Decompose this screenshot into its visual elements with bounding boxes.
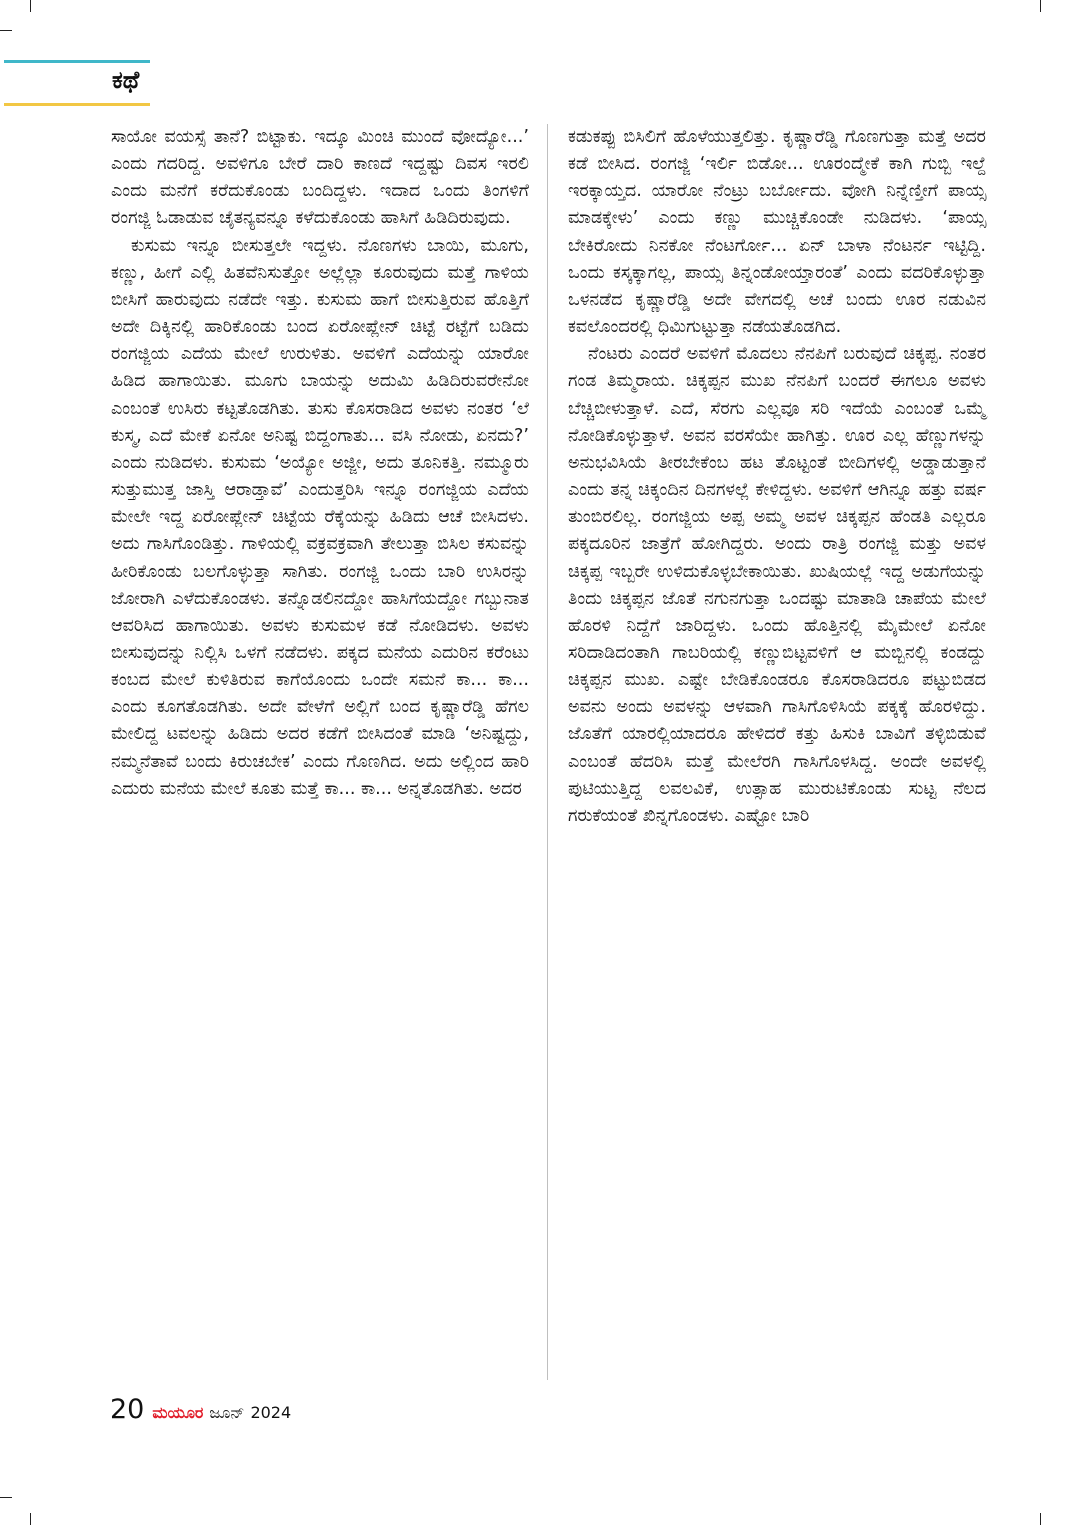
issue-year: 2024 (250, 1403, 292, 1422)
paragraph: ಕಡುಕಪ್ಪು ಬಿಸಿಲಿಗೆ ಹೊಳೆಯುತ್ತಲಿತ್ತು. ಕೃಷ್ಣಾರೆಡ್ಡಿ ಗೊಣಗುತ್ತಾ ಮತ್ತೆ ಅದರ ಕಡೆ ಬೀಸಿದ. ರಂಗಜ್ಜಿ ‘ಇರ್ಲಿ ಬಿಡೋ... ಊರಂದ್ಮೇಕೆ ಕಾಗಿ ಗುಬ್ಬಿ ಇಲ್ದೆ ಇರಕ್ಕಾಯ್ತದ. ಯಾರೋ ನೆಂಟ್ರು ಬರ್ಬೋದು. ವೋಗಿ ನಿನ್ನೆಣ್ತೀಗೆ ಪಾಯ್ಸ ಮಾಡಕ್ಕೇಳು’ ಎಂದು ಕಣ್ಣು ಮುಚ್ಚಿಕೊಂಡೇ ನುಡಿದಳು. ‘ಪಾಯ್ಸ ಬೇಕಿರೋದು ನಿನಕೋ ನೆಂಟರ್ಗೋ... ಏನ್ ಬಾಳಾ ನೆಂಟರ್ನ ಇಟ್ಟಿದ್ದಿ. ಒಂದು ಕಸ್ಕಕ್ಕಾಗಲ್ಲ, ಪಾಯ್ಸ ತಿನ್ನಂಡೋಯ್ತಾರಂತೆ’ ಎಂದು ವದರಿಕೊಳ್ಳುತ್ತಾ ಒಳನಡೆದ ಕೃಷ್ಣಾರೆಡ್ಡಿ ಅದೇ ವೇಗದಲ್ಲಿ ಅಚೆ ಬಂದು ಊರ ನಡುವಿನ ಕವಲೊಂದರಲ್ಲಿ ಧಿಮಿಗುಟ್ಟುತ್ತಾ ನಡೆಯತೊಡಗಿದ. (568, 127, 986, 338)
crop-mark (1040, 0, 1041, 12)
paragraph: ಸಾಯೋ ವಯಸ್ಸೆ ತಾನೆ? ಬಿಟ್ಟಾಕು. ಇದ್ಕೂ ಮಿಂಚಿ ಮುಂದೆ ವೋದ್ಯೋ...’ ಎಂದು ಗದರಿದ್ದ. ಅವಳಿಗೂ ಬೇರೆ ದಾರಿ ಕಾಣದೆ ಇದ್ದಷ್ಟು ದಿವಸ ಇರಲಿ ಎಂದು ಮನೆಗೆ ಕರೆದುಕೊಂಡು ಬಂದಿದ್ದಳು. ಇದಾದ ಒಂದು ತಿಂಗಳಿಗೆ ರಂಗಜ್ಜಿ ಓಡಾಡುವ ಚೈತನ್ಯವನ್ನೂ ಕಳೆದುಕೊಂಡು ಹಾಸಿಗೆ ಹಿಡಿದಿರುವುದು. (111, 127, 529, 229)
crop-mark (0, 1497, 12, 1498)
section-bottom-rule (4, 103, 150, 106)
crop-mark (1040, 1513, 1041, 1525)
left-column (111, 124, 529, 803)
crop-mark (30, 1513, 31, 1525)
column-divider (547, 124, 548, 1380)
magazine-logo: ಮಯೂರ (152, 1403, 204, 1422)
crop-mark (30, 0, 31, 12)
section-title: ಕಥೆ (112, 66, 140, 94)
page-number: 20 (110, 1394, 145, 1425)
issue-month: ಜೂನ್ (209, 1403, 245, 1422)
paragraph: ನೆಂಟರು ಎಂದರೆ ಅವಳಿಗೆ ಮೊದಲು ನೆನಪಿಗೆ ಬರುವುದೆ ಚಿಕ್ಕಪ್ಪ. ನಂತರ ಗಂಡ ತಿಮ್ಮರಾಯ. ಚಿಕ್ಕಪ್ಪನ ಮುಖ ನೆನಪಿಗೆ ಬಂದರೆ ಈಗಲೂ ಅವಳು ಬೆಚ್ಚಿಬೀಳುತ್ತಾಳೆ. ಎದೆ, ಸೆರಗು ಎಲ್ಲವೂ ಸರಿ ಇದೆಯೆ ಎಂಬಂತೆ ಒಮ್ಮೆ ನೋಡಿಕೊಳ್ಳುತ್ತಾಳೆ. ಅವನ ವರಸೆಯೇ ಹಾಗಿತ್ತು. ಊರ ಎಲ್ಲ ಹೆಣ್ಣುಗಳನ್ನು ಅನುಭವಿಸಿಯೆ ತೀರಬೇಕೆಂಬ ಹಟ ತೊಟ್ಟಂತೆ ಬೀದಿಗಳಲ್ಲಿ ಅಡ್ಡಾಡುತ್ತಾನೆ ಎಂದು ತನ್ನ ಚಿಕ್ಕಂದಿನ ದಿನಗಳಲ್ಲೆ ಕೇಳಿದ್ದಳು. ಅವಳಿಗೆ ಆಗಿನ್ನೂ ಹತ್ತು ವರ್ಷ ತುಂಬಿರಲಿಲ್ಲ. ರಂಗಜ್ಜಿಯ ಅಪ್ಪ ಅಮ್ಮ ಅವಳ ಚಿಕ್ಕಪ್ಪನ ಹೆಂಡತಿ ಎಲ್ಲರೂ ಪಕ್ಕದೂರಿನ ಜಾತ್ರೆಗೆ ಹೋಗಿದ್ದರು. ಅಂದು ರಾತ್ರಿ ರಂಗಜ್ಜಿ ಮತ್ತು ಅವಳ ಚಿಕ್ಕಪ್ಪ ಇಬ್ಬರೇ ಉಳಿದುಕೊಳ್ಳಬೇಕಾಯಿತು. ಖುಷಿಯಲ್ಲೆ ಇದ್ದ ಅಡುಗೆಯನ್ನು ತಿಂದು ಚಿಕ್ಕಪ್ಪನ ಜೊತೆ ನಗುನಗುತ್ತಾ ಒಂದಷ್ಟು ಮಾತಾಡಿ ಚಾಪೆಯ ಮೇಲೆ ಹೊರಳಿ ನಿದ್ದೆಗೆ ಜಾರಿದ್ದಳು. ಒಂದು ಹೊತ್ತಿನಲ್ಲಿ ಮೈಮೇಲೆ ಏನೋ ಸರಿದಾಡಿದಂತಾಗಿ ಗಾಬರಿಯಲ್ಲಿ ಕಣ್ಣುಬಿಟ್ಟವಳಿಗೆ ಆ ಮಬ್ಬಿನಲ್ಲಿ ಕಂಡದ್ದು ಚಿಕ್ಕಪ್ಪನ ಮುಖ. ಎಷ್ಟೇ ಬೇಡಿಕೊಂಡರೂ ಕೊಸರಾಡಿದರೂ ಪಟ್ಟುಬಿಡದ ಅವನು ಅಂದು ಅವಳನ್ನು ಆಳವಾಗಿ ಗಾಸಿಗೊಳಿಸಿಯೆ ಪಕ್ಕಕ್ಕೆ ಹೊರಳಿದ್ದು. ಜೊತೆಗೆ ಯಾರಲ್ಲಿಯಾದರೂ ಹೇಳಿದರೆ ಕತ್ತು ಹಿಸುಕಿ ಬಾವಿಗೆ ತಳ್ಳಿಬಿಡುವೆ ಎಂಬಂತೆ ಹೆದರಿಸಿ ಮತ್ತೆ ಮೇಲೆರಗಿ ಗಾಸಿಗೊಳಸಿದ್ದ. ಅಂದೇ ಅವಳಲ್ಲಿ ಪುಟಿಯುತ್ತಿದ್ದ ಲವಲವಿಕೆ, ಉತ್ಸಾಹ ಮುರುಟಿಕೊಂಡು ಸುಟ್ಟ ನೆಲದ ಗರುಕೆಯಂತೆ ಖಿನ್ನಗೊಂಡಳು. ಎಷ್ಟೋ ಬಾರಿ (568, 344, 986, 826)
section-top-rule (4, 60, 150, 63)
paragraph: ಕುಸುಮ ಇನ್ನೂ ಬೀಸುತ್ತಲೇ ಇದ್ದಳು. ನೊಣಗಳು ಬಾಯಿ, ಮೂಗು, ಕಣ್ಣು, ಹೀಗೆ ಎಲ್ಲಿ ಹಿತವೆನಿಸುತ್ತೋ ಅಲ್ಲೆಲ್ಲಾ ಕೂರುವುದು ಮತ್ತೆ ಗಾಳಿಯ ಬೀಸಿಗೆ ಹಾರುವುದು ನಡೆದೇ ಇತ್ತು. ಕುಸುಮ ಹಾಗೆ ಬೀಸುತ್ತಿರುವ ಹೊತ್ತಿಗೆ ಅದೇ ದಿಕ್ಕಿನಲ್ಲಿ ಹಾರಿಕೊಂಡು ಬಂದ ಏರೋಪ್ಲೇನ್ ಚಿಟ್ಟೆ ರಟ್ಟೆಗೆ ಬಡಿದು ರಂಗಜ್ಜಿಯ ಎದೆಯ ಮೇಲೆ ಉರುಳಿತು. ಅವಳಿಗೆ ಎದೆಯನ್ನು ಯಾರೋ ಹಿಡಿದ ಹಾಗಾಯಿತು. ಮೂಗು ಬಾಯನ್ನು ಅದುಮಿ ಹಿಡಿದಿರುವರೇನೋ ಎಂಬಂತೆ ಉಸಿರು ಕಟ್ಟತೊಡಗಿತು. ತುಸು ಕೊಸರಾಡಿದ ಅವಳು ನಂತರ ‘ಲೆ ಕುಸ್ಮ, ಎದೆ ಮೇಕೆ ಏನೋ ಅನಿಷ್ಟ ಬಿದ್ದಂಗಾತು... ವಸಿ ನೋಡು, ಏನದು?’ ಎಂದು ನುಡಿದಳು. ಕುಸುಮ ‘ಅಯ್ಯೋ ಅಜ್ಜೀ, ಅದು ತೂನಿಕತ್ತಿ. ನಮ್ಮೂರು ಸುತ್ತುಮುತ್ತ ಜಾಸ್ತಿ ಆರಾಡ್ತಾವೆ’ ಎಂದುತ್ತರಿಸಿ ಇನ್ನೂ ರಂಗಜ್ಜಿಯ ಎದೆಯ ಮೇಲೇ ಇದ್ದ ಏರೋಪ್ಲೇನ್ ಚಿಟ್ಟೆಯ ರೆಕ್ಕೆಯನ್ನು ಹಿಡಿದು ಆಚೆ ಬೀಸಿದಳು. ಅದು ಗಾಸಿಗೊಂಡಿತ್ತು. ಗಾಳಿಯಲ್ಲಿ ವಕ್ರವಕ್ರವಾಗಿ ತೇಲುತ್ತಾ ಬಿಸಿಲ ಕಸುವನ್ನು ಹೀರಿಕೊಂಡು ಬಲಗೊಳ್ಳುತ್ತಾ ಸಾಗಿತು. ರಂಗಜ್ಜಿ ಒಂದು ಬಾರಿ ಉಸಿರನ್ನು ಜೋರಾಗಿ ಎಳೆದುಕೊಂಡಳು. ತನ್ನೊಡಲಿನದ್ದೋ ಹಾಸಿಗೆಯದ್ದೋ ಗಬ್ಬುನಾತ ಆವರಿಸಿದ ಹಾಗಾಯಿತು. ಅವಳು ಕುಸುಮಳ ಕಡೆ ನೋಡಿದಳು. ಅವಳು ಬೀಸುವುದನ್ನು ನಿಲ್ಲಿಸಿ ಒಳಗೆ ನಡೆದಳು. ಪಕ್ಕದ ಮನೆಯ ಎದುರಿನ ಕರೆಂಟು ಕಂಬದ ಮೇಲೆ ಕುಳಿತಿರುವ ಕಾಗೆಯೊಂದು ಒಂದೇ ಸಮನೆ ಕಾ... ಕಾ... ಎಂದು ಕೂಗತೊಡಗಿತು. ಅದೇ ವೇಳೆಗೆ ಅಲ್ಲಿಗೆ ಬಂದ ಕೃಷ್ಣಾರೆಡ್ಡಿ ಹೆಗಲ ಮೇಲಿದ್ದ ಟವಲನ್ನು ಹಿಡಿದು ಅದರ ಕಡೆಗೆ ಬೀಸಿದಂತೆ ಮಾಡಿ ‘ಅನಿಷ್ಟದ್ದು, ನಮ್ಮನೆತಾವೆ ಬಂದು ಕಿರುಚಬೇಕ’ ಎಂದು ಗೊಣಗಿದ. ಅದು ಅಲ್ಲಿಂದ ಹಾರಿ ಎದುರು ಮನೆಯ ಮೇಲೆ ಕೂತು ಮತ್ತೆ ಕಾ... ಕಾ... ಅನ್ನತೊಡಗಿತು. ಅದರ (111, 235, 529, 799)
right-column (568, 124, 986, 830)
crop-mark (0, 30, 12, 31)
page-footer (110, 1394, 291, 1428)
